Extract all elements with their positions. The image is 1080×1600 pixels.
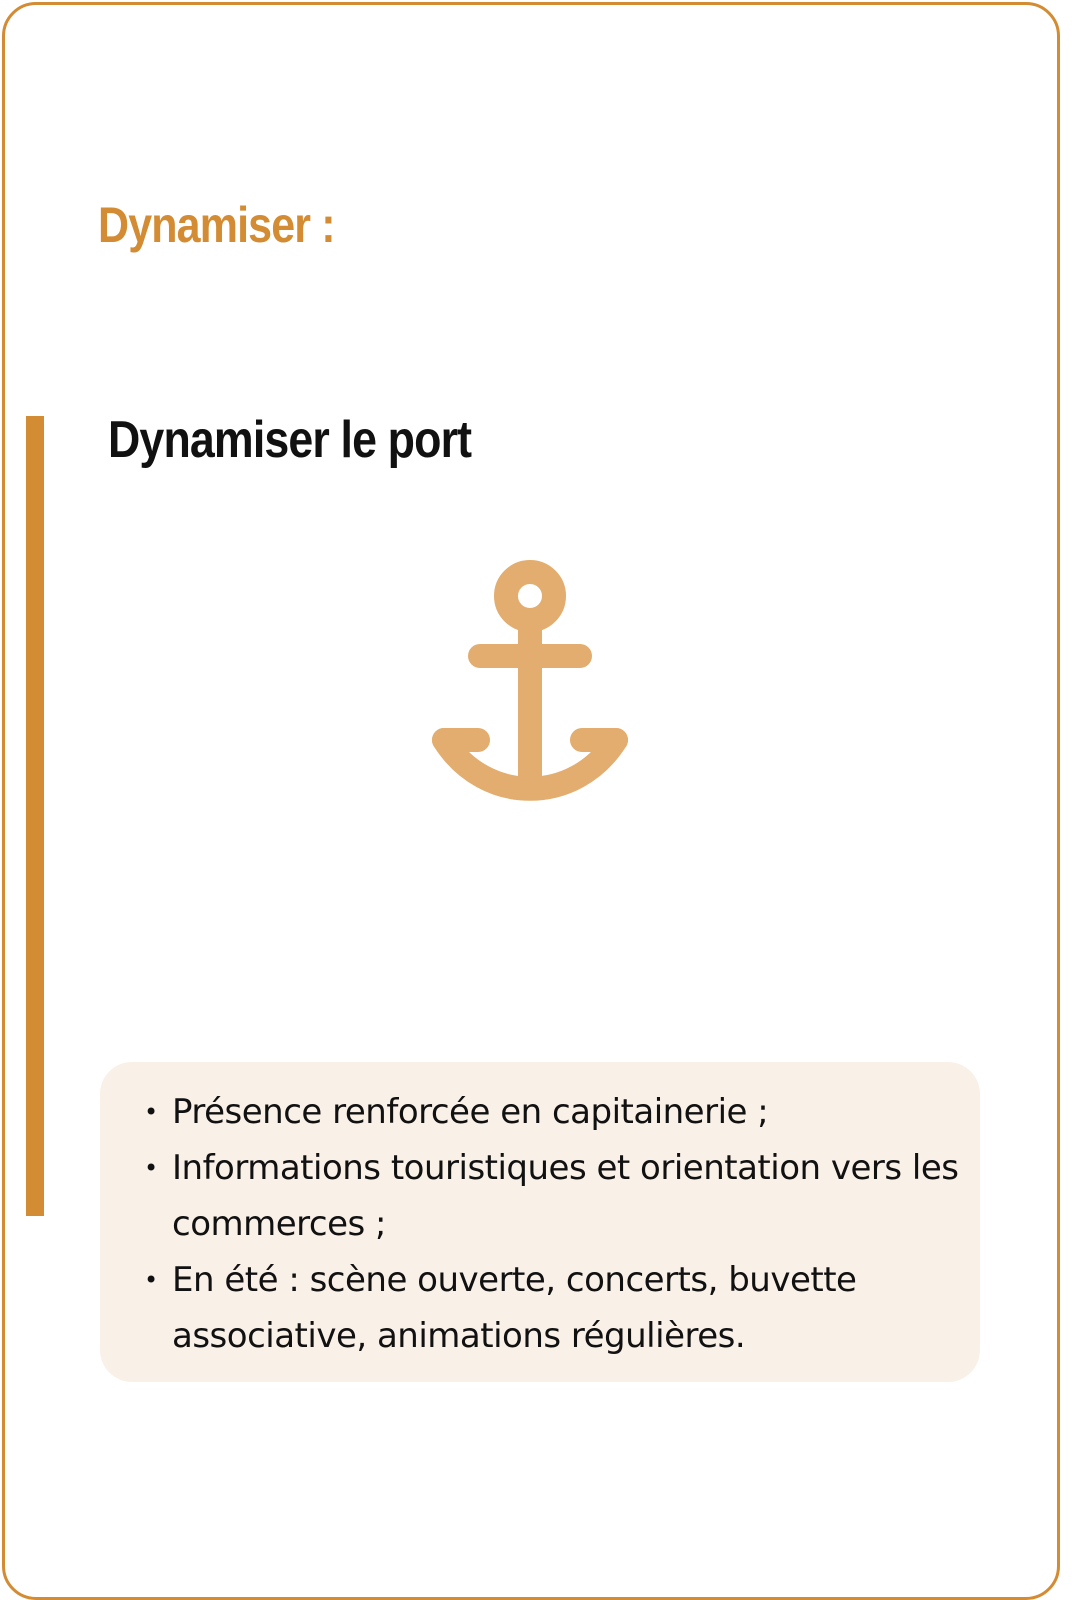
accent-bar [26,416,44,1216]
bullet-text: Présence renforcée en capitainerie ; [172,1092,769,1132]
list-item [144,1252,964,1364]
bullet-marker: • [144,1154,158,1182]
section-heading: Dynamiser : [98,197,335,253]
list-item [144,1084,964,1140]
list-item [144,1140,964,1252]
card-title: Dynamiser le port [108,411,472,469]
bullet-text: En été : scène ouverte, concerts, buvette associative, animations régulières. [172,1260,857,1356]
bullet-marker: • [144,1098,158,1126]
info-box [100,1062,980,1382]
bullet-marker: • [144,1266,158,1294]
anchor-icon [430,560,630,820]
bullet-text: Informations touristiques et orientation vers les commerces ; [172,1148,959,1244]
bullet-list [144,1084,964,1364]
